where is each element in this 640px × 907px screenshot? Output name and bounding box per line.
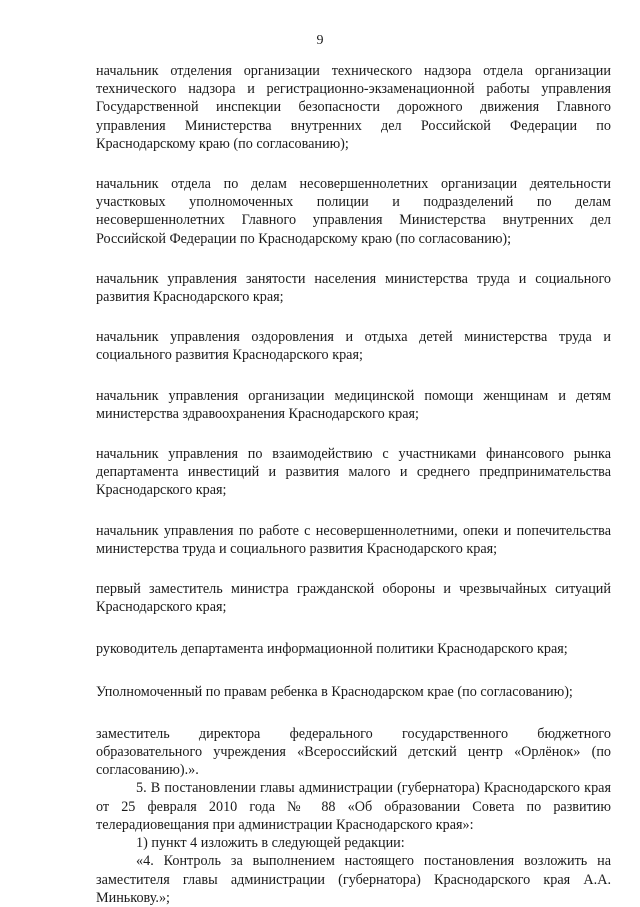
page-number: 9 [316,33,324,48]
list-item: руководитель департамента информационной политики Краснодарского края; [96,641,568,658]
document-body [96,62,611,907]
list-item: начальник управления по работе с несовершеннолетними, опеки и попечительства министерства труда и социального развития Краснодарского края; [96,522,611,557]
list-item: заместитель директора федерального государственного бюджетного образовательного учреждения «Всероссийский детский центр «Орлёнок» (по согласованию).». [96,725,611,779]
list-item: начальник отделения организации технического надзора отдела организации технического надзора и регистрационно-экзаменационной работы управления Государственной инспекции безопасности дорожного движения Главного управления Министерства внутренних дел Российской Федерации по Краснодарскому краю (по согласованию); [96,63,611,152]
list-item: начальник управления занятости населения министерства труда и социального развития Краснодарского края; [96,270,611,306]
list-item: начальник управления оздоровления и отдыха детей министерства труда и социального развития Краснодарского края; [96,329,611,364]
amendment-paragraph: 5. В постановлении главы администрации (губернатора) Краснодарского края от 25 февраля 2010 года № 88 «Об образовании Совета по развитию телерадиовещания при администрации Краснодарского края»: [96,780,611,833]
amendment-subitem: 1) пункт 4 изложить в следующей редакции: [136,835,405,852]
amendment-text: «4. Контроль за выполнением настоящего постановления возложить на заместителя главы администрации (губернатора) Краснодарского края А.А. Минькову.»; [96,853,611,906]
list-item: начальник отдела по делам несовершеннолетних организации деятельности участковых уполномоченных полиции и подразделений по делам несовершеннолетних Главного управления Министерства внутренних дел Российской Федерации по Краснодарскому краю (по согласованию); [96,176,611,247]
list-item: первый заместитель министра гражданской обороны и чрезвычайных ситуаций Краснодарского края; [96,581,611,616]
list-item: Уполномоченный по правам ребенка в Краснодарском крае (по согласованию); [96,683,573,700]
list-item: начальник управления по взаимодействию с участниками финансового рынка департамента инвестиций и развития малого и среднего предпринимательства Краснодарского края; [96,446,611,499]
list-item: начальник управления организации медицинской помощи женщинам и детям министерства здравоохранения Краснодарского края; [96,387,611,422]
